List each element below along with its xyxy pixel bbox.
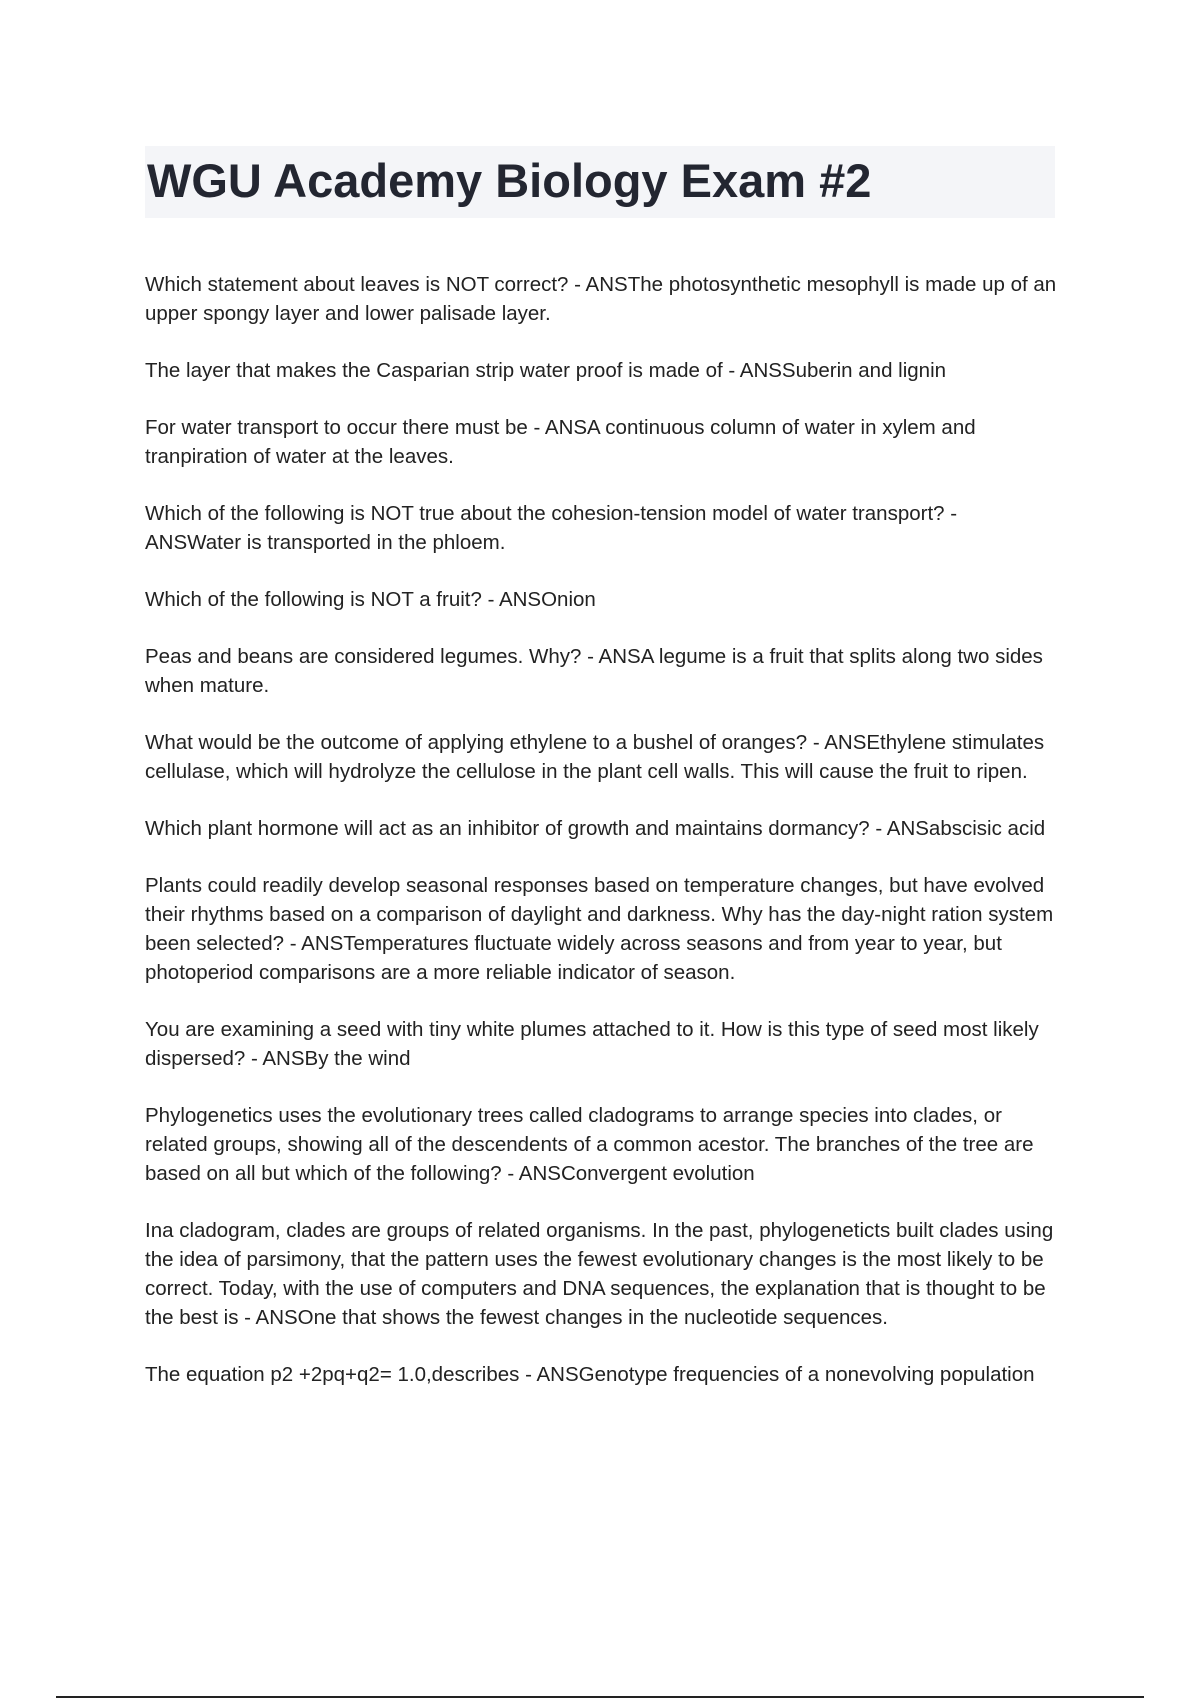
- qa-item: Which of the following is NOT true about the cohesion-tension model of water transport? - ANSWater is transported in the phloem.: [145, 502, 958, 554]
- qa-item: Plants could readily develop seasonal responses based on temperature changes, but have evolved their rhythms based on a comparison of daylight and darkness. Why has the day-night ration system been selected? - ANSTemperatures fluctuate widely across seasons and from year to year, but photoperiod comparisons are a more reliable indicator of season.: [145, 874, 1054, 984]
- page-title: WGU Academy Biology Exam #2: [147, 154, 872, 207]
- qa-item: Ina cladogram, clades are groups of related organisms. In the past, phylogeneticts built clades using the idea of parsimony, that the pattern uses the fewest evolutionary changes is the most likely to be correct. Today, with the use of computers and DNA sequences, the explanation that is thought to be the best is - ANSOne that shows the fewest changes in the nucleotide sequences.: [145, 1219, 1054, 1329]
- qa-item: For water transport to occur there must be - ANSA continuous column of water in xylem and tranpiration of water at the leaves.: [145, 416, 976, 468]
- qa-item: The layer that makes the Casparian strip water proof is made of - ANSSuberin and lignin: [145, 359, 947, 382]
- qa-item: You are examining a seed with tiny white plumes attached to it. How is this type of seed most likely dispersed? - ANSBy the wind: [145, 1018, 1039, 1070]
- qa-item: Which of the following is NOT a fruit? - ANSOnion: [145, 588, 596, 611]
- qa-item: The equation p2 +2pq+q2= 1.0,describes - ANSGenotype frequencies of a nonevolving population: [145, 1363, 1035, 1386]
- qa-item: What would be the outcome of applying ethylene to a bushel of oranges? - ANSEthylene stimulates cellulase, which will hydrolyze the cellulose in the plant cell walls. This will cause the fruit to ripen.: [145, 731, 1045, 783]
- title-banner: [145, 146, 1055, 218]
- qa-item: Phylogenetics uses the evolutionary trees called cladograms to arrange species into clades, or related groups, showing all of the descendents of a common acestor. The branches of the tree are based on all but which of the following? - ANSConvergent evolution: [145, 1104, 1034, 1185]
- qa-item: Peas and beans are considered legumes. Why? - ANSA legume is a fruit that splits along two sides when mature.: [145, 645, 1043, 697]
- qa-item: Which plant hormone will act as an inhibitor of growth and maintains dormancy? - ANSabscisic acid: [145, 817, 1046, 840]
- qa-list: [145, 270, 1057, 1417]
- footer-divider: [56, 1696, 1144, 1698]
- qa-item: Which statement about leaves is NOT correct? - ANSThe photosynthetic mesophyll is made up of an upper spongy layer and lower palisade layer.: [145, 273, 1057, 325]
